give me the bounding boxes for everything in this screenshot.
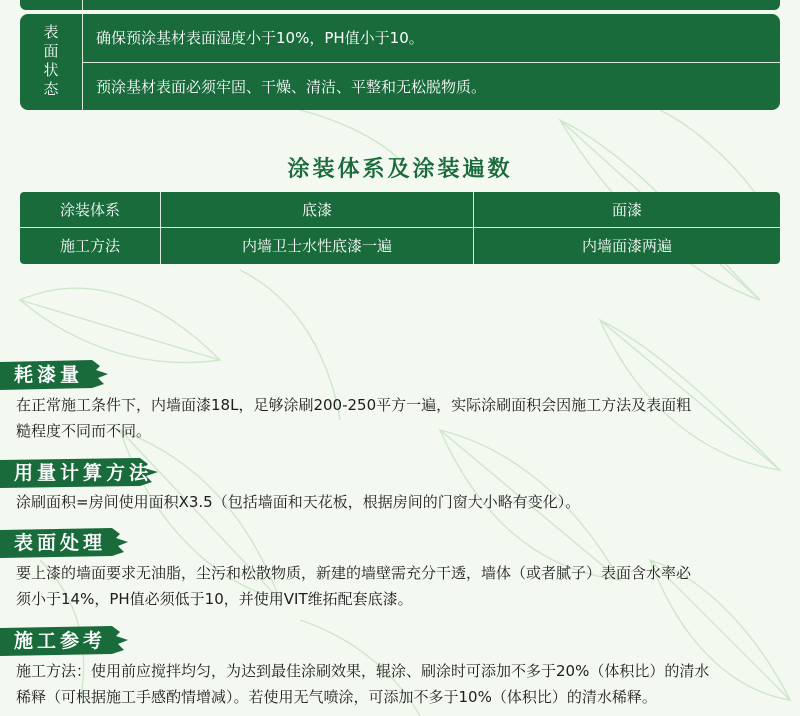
table-header-topcoat: 面漆	[611, 201, 642, 219]
paragraph-line: 要上漆的墙面要求无油脂，尘污和松散物质，新建的墙壁需充分干透，墙体（或者腻子）表面含水率必	[16, 564, 692, 582]
table-cell-topcoat-method: 内墙面漆两遍	[581, 237, 672, 255]
paragraph-line: 涂刷面积=房间使用面积X3.5（包括墙面和天花板，根据房间的门窗大小略有变化）。	[16, 493, 581, 511]
coating-system-table	[20, 192, 780, 264]
section-heading-calculation	[0, 458, 160, 488]
section-heading-calculation-text: 用量计算方法	[14, 462, 153, 484]
table-cell-primer-method: 内墙卫士水性底漆一遍	[241, 237, 392, 255]
table-row-method: 施工方法	[59, 237, 120, 255]
surface-requirement-clean: 预涂基材表面必须牢固、干燥、清洁、平整和无松脱物质。	[96, 78, 487, 96]
section-heading-surface-treatment	[0, 528, 130, 558]
paragraph-line: 在正常施工条件下，内墙面漆18L，足够涂刷200-250平方一遍，实际涂刷面积会因施工方法及表面粗	[16, 396, 692, 414]
surface-state-table	[20, 14, 780, 110]
paragraph-line: 稀释（可根据施工手感酌情增减）。若使用无气喷涂，可添加不多于10%（体积比）的清水稀释。	[16, 688, 657, 706]
paragraph-line: 须小于14%，PH值必须低于10，并使用VIT维拓配套底漆。	[16, 590, 413, 608]
previous-table-edge	[20, 0, 780, 10]
section-surface-treatment-body	[16, 560, 800, 612]
section-calculation-body	[16, 489, 800, 515]
surface-requirement-humidity: 确保预涂基材表面湿度小于10%，PH值小于10。	[96, 29, 424, 47]
section-heading-application	[0, 626, 130, 656]
coating-system-title: 涂装体系及涂装遍数	[287, 157, 513, 182]
section-consumption-body	[16, 392, 800, 444]
surface-state-label-cell	[20, 14, 82, 110]
surface-state-label: 表面状态	[41, 24, 60, 100]
paragraph-line: 施工方法：使用前应搅拌均匀，为达到最佳涂刷效果，辊涂、刷涂时可添加不多于20%（体积比）的清水	[16, 662, 710, 680]
table-header-system: 涂装体系	[59, 201, 120, 219]
section-heading-application-text: 施工参考	[14, 630, 107, 652]
section-heading-consumption	[0, 360, 110, 390]
section-application-body	[16, 658, 800, 710]
section-heading-surface-treatment-text: 表面处理	[14, 532, 107, 554]
table-header-primer: 底漆	[301, 201, 332, 219]
paragraph-line: 糙程度不同而不同。	[16, 422, 152, 440]
section-heading-consumption-text: 耗漆量	[14, 364, 84, 386]
